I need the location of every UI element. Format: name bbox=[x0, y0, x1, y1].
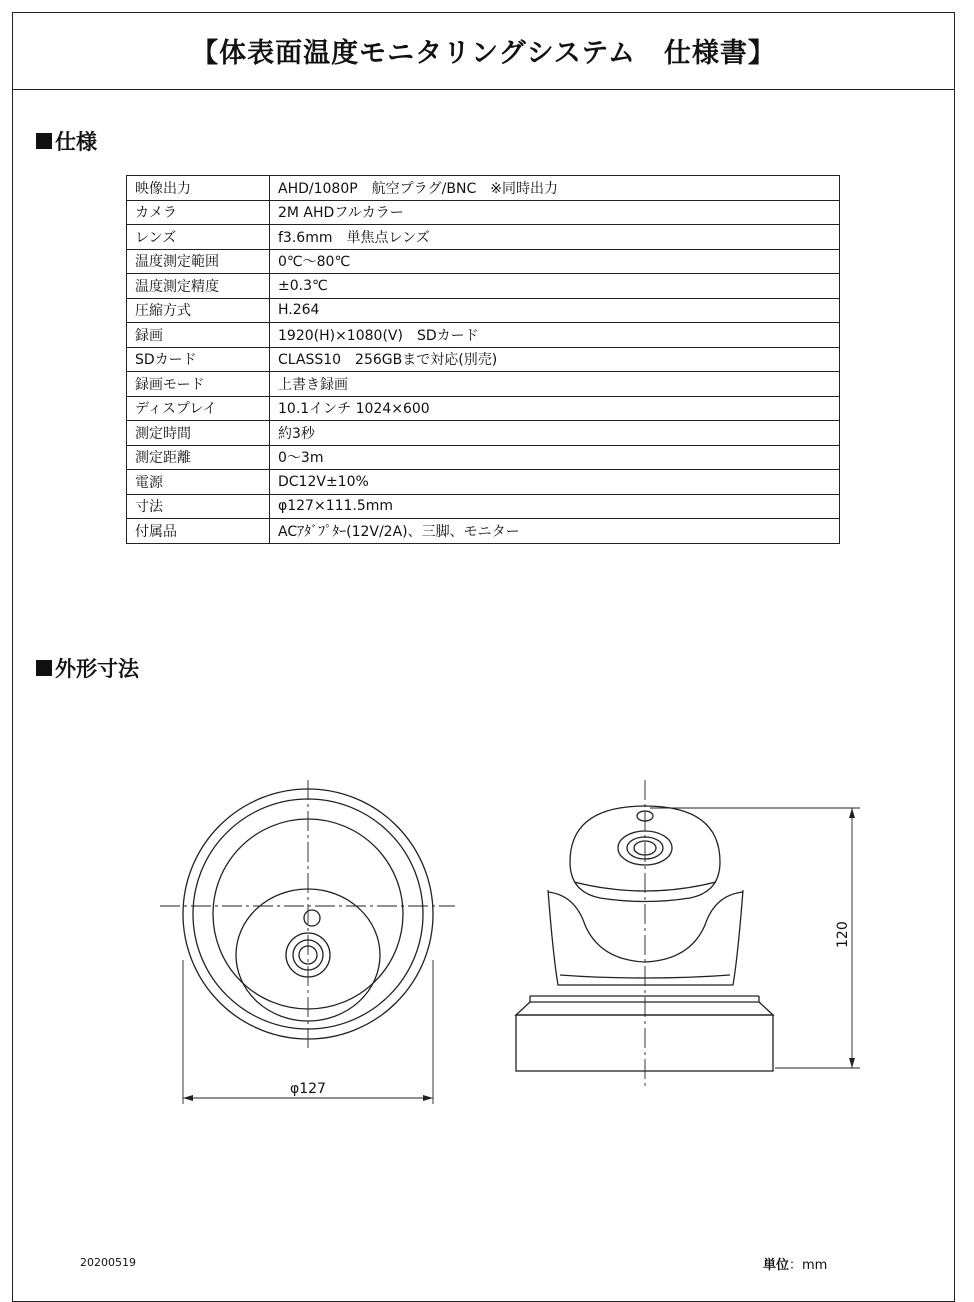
spec-key: SDカード bbox=[127, 347, 270, 372]
spec-value: 0～3m bbox=[270, 445, 840, 470]
spec-value: 2M AHDフルカラー bbox=[270, 200, 840, 225]
spec-key: 録画 bbox=[127, 323, 270, 348]
spec-key: カメラ bbox=[127, 200, 270, 225]
spec-value: f3.6mm 単焦点レンズ bbox=[270, 225, 840, 250]
unit-value: ：mm bbox=[789, 1258, 828, 1273]
spec-key: 圧縮方式 bbox=[127, 298, 270, 323]
dims-heading-text: 外形寸法 bbox=[55, 657, 139, 681]
camera-side-view bbox=[516, 780, 860, 1090]
spec-value: 10.1インチ 1024×600 bbox=[270, 396, 840, 421]
spec-key: 測定時間 bbox=[127, 421, 270, 446]
document-title: 【体表面温度モニタリングシステム 仕様書】 bbox=[191, 38, 776, 69]
unit-label: 単位 bbox=[763, 1258, 790, 1273]
spec-value: 約3秒 bbox=[270, 421, 840, 446]
spec-key: 録画モード bbox=[127, 372, 270, 397]
spec-value: AHD/1080P 航空プラグ/BNC ※同時出力 bbox=[270, 176, 840, 201]
spec-value: φ127×111.5mm bbox=[270, 494, 840, 519]
spec-key: 温度測定範囲 bbox=[127, 249, 270, 274]
unit-note bbox=[763, 1254, 827, 1273]
camera-top-view bbox=[160, 780, 455, 1104]
spec-value: CLASS10 256GBまで対応(別売) bbox=[270, 347, 840, 372]
spec-value: 1920(H)×1080(V) SDカード bbox=[270, 323, 840, 348]
spec-key: 映像出力 bbox=[127, 176, 270, 201]
date-code: 20200519 bbox=[80, 1256, 136, 1269]
spec-value: ±0.3℃ bbox=[270, 274, 840, 299]
spec-value: H.264 bbox=[270, 298, 840, 323]
spec-key: レンズ bbox=[127, 225, 270, 250]
diameter-label: φ127 bbox=[290, 1081, 326, 1097]
spec-value: 上書き録画 bbox=[270, 372, 840, 397]
spec-key: 測定距離 bbox=[127, 445, 270, 470]
spec-key: 温度測定精度 bbox=[127, 274, 270, 299]
spec-key: 付属品 bbox=[127, 519, 270, 544]
spec-key: ディスプレイ bbox=[127, 396, 270, 421]
spec-key: 寸法 bbox=[127, 494, 270, 519]
spec-value: 0℃～80℃ bbox=[270, 249, 840, 274]
spec-value: ACｱﾀﾞﾌﾟﾀｰ(12V/2A)、三脚、モニター bbox=[270, 519, 840, 544]
spec-value: DC12V±10% bbox=[270, 470, 840, 495]
spec-key: 電源 bbox=[127, 470, 270, 495]
spec-heading-text: 仕様 bbox=[55, 130, 97, 154]
height-label: 120 bbox=[835, 921, 851, 948]
